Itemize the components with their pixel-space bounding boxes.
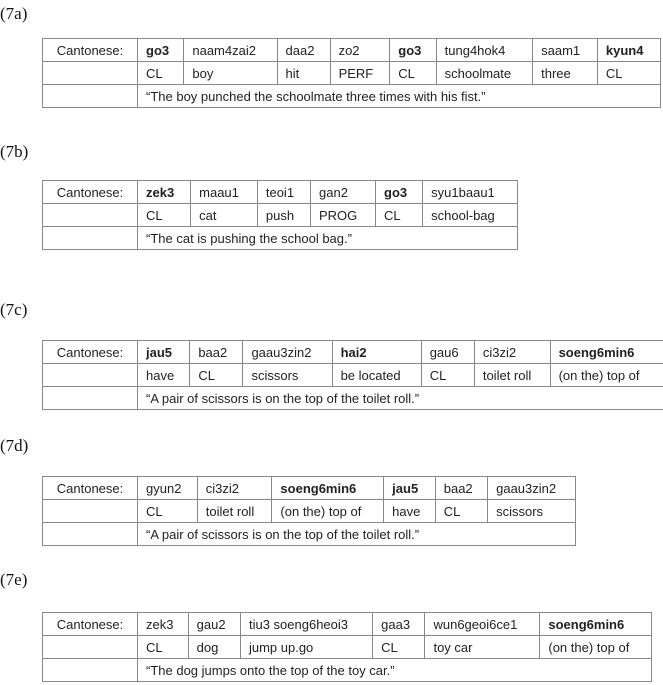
language-label: Cantonese: bbox=[43, 341, 138, 364]
word-gloss: scissors bbox=[488, 500, 576, 523]
word-form: jau5 bbox=[138, 341, 190, 364]
translation-row bbox=[43, 523, 576, 546]
word-gloss: CL bbox=[421, 364, 474, 387]
word-gloss: (on the) top of bbox=[272, 500, 384, 523]
gloss-row bbox=[43, 636, 652, 659]
word-gloss: dog bbox=[188, 636, 240, 659]
gloss-table-7b bbox=[42, 180, 518, 250]
empty-cell bbox=[43, 364, 138, 387]
word-gloss: CL bbox=[138, 500, 198, 523]
gloss-row bbox=[43, 364, 663, 387]
language-label: Cantonese: bbox=[43, 39, 138, 62]
word-form: go3 bbox=[376, 181, 423, 204]
gloss-row bbox=[43, 204, 518, 227]
empty-cell bbox=[43, 62, 138, 85]
word-form: jau5 bbox=[384, 477, 436, 500]
word-form: gaa3 bbox=[373, 613, 425, 636]
word-gloss: toilet roll bbox=[474, 364, 550, 387]
empty-cell bbox=[43, 523, 138, 546]
word-gloss: CL bbox=[376, 204, 423, 227]
word-form: soeng6min6 bbox=[540, 613, 652, 636]
word-form: soeng6min6 bbox=[272, 477, 384, 500]
empty-cell bbox=[43, 204, 138, 227]
word-form: kyun4 bbox=[597, 39, 660, 62]
gloss-table-7d bbox=[42, 476, 576, 546]
word-gloss: three bbox=[533, 62, 598, 85]
word-gloss: schoolmate bbox=[436, 62, 532, 85]
gloss-table-7e bbox=[42, 612, 652, 682]
word-gloss: jump up.go bbox=[240, 636, 372, 659]
language-label: Cantonese: bbox=[43, 613, 138, 636]
word-gloss: toilet roll bbox=[197, 500, 272, 523]
gloss-table-7c bbox=[42, 340, 663, 410]
word-gloss: cat bbox=[191, 204, 258, 227]
word-gloss: (on the) top of bbox=[540, 636, 652, 659]
form-row bbox=[43, 39, 661, 62]
form-row bbox=[43, 613, 652, 636]
empty-cell bbox=[43, 659, 138, 682]
word-gloss: PERF bbox=[330, 62, 390, 85]
word-gloss: CL bbox=[138, 204, 191, 227]
translation: “The dog jumps onto the top of the toy car.” bbox=[138, 659, 652, 682]
gloss-row bbox=[43, 500, 576, 523]
example-label: (7d) bbox=[0, 436, 29, 455]
word-form: wun6geoi6ce1 bbox=[425, 613, 540, 636]
word-gloss: CL bbox=[435, 500, 487, 523]
word-gloss: CL bbox=[373, 636, 425, 659]
word-form: baa2 bbox=[435, 477, 487, 500]
word-form: go3 bbox=[138, 39, 184, 62]
translation: “The boy punched the schoolmate three times with his fist.” bbox=[138, 85, 661, 108]
word-gloss: (on the) top of bbox=[550, 364, 663, 387]
word-gloss: be located bbox=[332, 364, 421, 387]
translation: “A pair of scissors is on the top of the toilet roll.” bbox=[138, 387, 663, 410]
word-form: zek3 bbox=[138, 181, 191, 204]
word-form: ci3zi2 bbox=[197, 477, 272, 500]
word-form: syu1baau1 bbox=[423, 181, 518, 204]
word-form: tung4hok4 bbox=[436, 39, 532, 62]
word-form: gau6 bbox=[421, 341, 474, 364]
word-gloss: scissors bbox=[243, 364, 332, 387]
word-gloss: CL bbox=[138, 62, 184, 85]
empty-cell bbox=[43, 500, 138, 523]
word-gloss: have bbox=[384, 500, 436, 523]
translation-row bbox=[43, 387, 663, 410]
form-row bbox=[43, 341, 663, 364]
word-gloss: push bbox=[257, 204, 310, 227]
word-form: gaau3zin2 bbox=[488, 477, 576, 500]
word-form: tiu3 soeng6heoi3 bbox=[240, 613, 372, 636]
example-label: (7b) bbox=[0, 142, 29, 161]
empty-cell bbox=[43, 227, 138, 250]
example-label: (7c) bbox=[0, 300, 28, 319]
word-form: gyun2 bbox=[138, 477, 198, 500]
translation-row bbox=[43, 659, 652, 682]
word-form: saam1 bbox=[533, 39, 598, 62]
form-row bbox=[43, 477, 576, 500]
word-gloss: school-bag bbox=[423, 204, 518, 227]
word-form: maau1 bbox=[191, 181, 258, 204]
word-gloss: CL bbox=[138, 636, 189, 659]
word-form: gau2 bbox=[188, 613, 240, 636]
translation-row bbox=[43, 85, 661, 108]
word-form: gan2 bbox=[311, 181, 376, 204]
word-form: zek3 bbox=[138, 613, 189, 636]
word-form: go3 bbox=[390, 39, 436, 62]
word-form: naam4zai2 bbox=[184, 39, 277, 62]
translation: “The cat is pushing the school bag.” bbox=[138, 227, 518, 250]
word-form: gaau3zin2 bbox=[243, 341, 332, 364]
word-form: soeng6min6 bbox=[550, 341, 663, 364]
word-form: baa2 bbox=[190, 341, 243, 364]
word-form: ci3zi2 bbox=[474, 341, 550, 364]
word-gloss: toy car bbox=[425, 636, 540, 659]
word-gloss: boy bbox=[184, 62, 277, 85]
gloss-table-7a bbox=[42, 38, 661, 108]
word-form: hai2 bbox=[332, 341, 421, 364]
word-gloss: hit bbox=[277, 62, 330, 85]
form-row bbox=[43, 181, 518, 204]
gloss-row bbox=[43, 62, 661, 85]
word-form: teoi1 bbox=[257, 181, 310, 204]
language-label: Cantonese: bbox=[43, 181, 138, 204]
empty-cell bbox=[43, 636, 138, 659]
word-gloss: CL bbox=[597, 62, 660, 85]
example-label: (7a) bbox=[0, 4, 28, 23]
example-label: (7e) bbox=[0, 570, 28, 589]
word-form: daa2 bbox=[277, 39, 330, 62]
empty-cell bbox=[43, 387, 138, 410]
translation-row bbox=[43, 227, 518, 250]
translation: “A pair of scissors is on the top of the toilet roll.” bbox=[138, 523, 576, 546]
word-gloss: PROG bbox=[311, 204, 376, 227]
word-form: zo2 bbox=[330, 39, 390, 62]
word-gloss: CL bbox=[390, 62, 436, 85]
word-gloss: CL bbox=[190, 364, 243, 387]
word-gloss: have bbox=[138, 364, 190, 387]
language-label: Cantonese: bbox=[43, 477, 138, 500]
empty-cell bbox=[43, 85, 138, 108]
